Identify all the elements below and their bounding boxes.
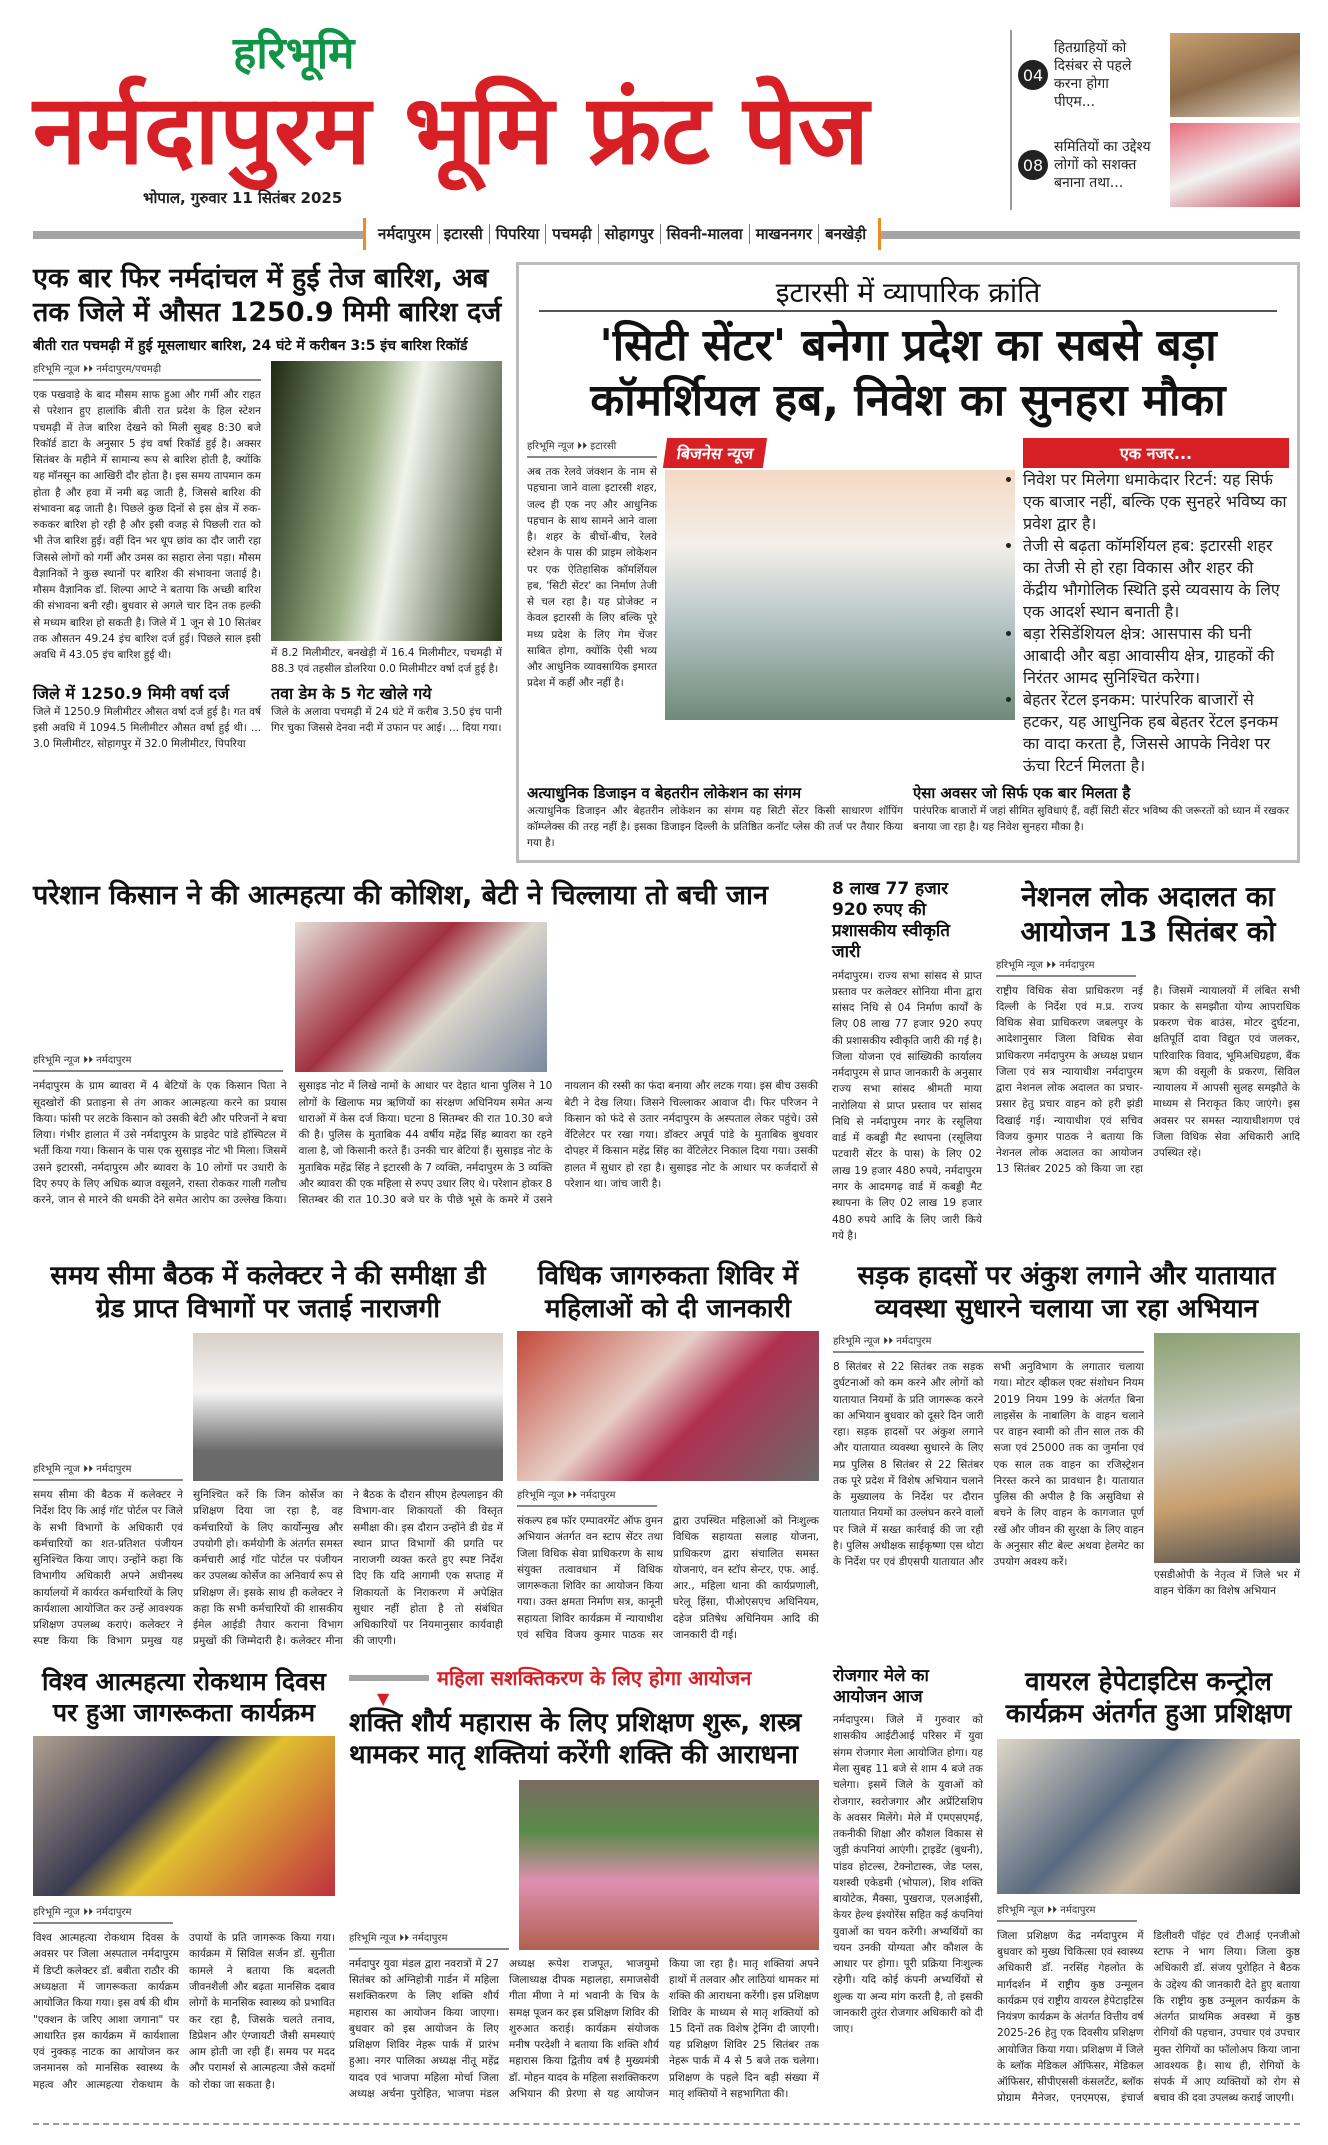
article-body: राष्ट्रीय विधिक सेवा प्राधिकरण नई दिल्ली के निर्देश एवं म.प्र. राज्य विधिक सेवा प्राधिकरण जबलपुर के आदेशानुसार जिला विधिक सेवा प्राधिकरण नर्मदापुरम के अध्यक्ष प्रधान जिला एवं सत्र न्यायाधीश नर्मदापुरम द्वारा नेशनल लोक अदालत का प्रचार-प्रसार हेतु प्रचार वाहन को हरी झंडी दिखाई गई। न्यायाधीश एवं सचिव विजय कुमार पाठक ने बताया कि नेशनल लोक अदालत का आयोजन 13 सितंबर 2025 को किया जा रहा है। जिसमें न्यायालयों में लंबित सभी प्रकार के समझौता योग्य आपराधिक प्रकरण चेक बाउंस, मोटर दुर्घटना, क्षतिपूर्ति दावा विद्युत एवं जलकर, पारिवारिक विवाद, भूमिअधिग्रहण, बैंक ऋण की वसूली के प्रकरण, सिविल न्यायालय में आपसी सुलह समझौते के माध्यम से निराकृत किए जाएंगे। इस अवसर पर समस्त न्यायाधीशगण एवं जिला विधिक सेवा अधिकारी आदि उपस्थित रहे। [996, 984, 1300, 1176]
article-shakti [349, 1666, 819, 2102]
subhead: अत्याधुनिक डिजाइन व बेहतरीन लोकेशन का संगम [527, 784, 802, 802]
byline: हरिभूमि न्यूज ⏵⏵ नर्मदापुरम [33, 1461, 183, 1481]
article-body: समय सीमा की बैठक में कलेक्टर ने निर्देश दिए कि आई गॉट पोर्टल पर जिले के सभी विभागों के अधिकारी एवं कर्मचारियों का शत-प्रतिशत पंजीयन सुनिश्चित किया जाए। उन्होंने कहा कि विभागीय अधिकारी अपने अधीनस्थ कार्यालयों में कार्यरत कर्मचारियों के लिए कार्यशाला आयोजित कर उन्हें आवश्यक प्रशिक्षण उपलब्ध कराएं। कलेक्टर ने स्पष्ट किया कि विभाग प्रमुख यह सुनिश्चित करें कि जिन कोर्सेज का प्रशिक्षण दिया जा रहा है, वह कर्मचारियों के लिए कार्योन्मुख और उपयोगी हो। कर्मयोगी के अंतर्गत समस्त कर्मचारी आई गॉट पोर्टल पर पंजीयन कर उपलब्ध कोर्सेज का अनिवार्य रूप से प्रशिक्षण लें। इसके साथ ही कलेक्टर ने कहा कि सभी कर्मचारियों की शासकीय ईमेल आईडी तैयार कराना विभाग प्रमुखों की जिम्मेदारी है। कलेक्टर मीना ने बैठक के दौरान सीएम हेल्पलाइन की विभाग-वार शिकायतों की विस्तृत समीक्षा की। इस दौरान उन्होंने डी ग्रेड में स्थान प्राप्त विभागों की प्रगति पर नाराजगी व्यक्त करते हुए स्पष्ट निर्देश दिए कि यदि आगामी एक सप्ताह में शिकायतों के निराकरण में अपेक्षित सुधार नहीं होता है तो संबंधित अधिकारियों पर नियमानुसार कार्यवाही की जाएगी। [33, 1489, 503, 1648]
training-photo [519, 1780, 819, 1950]
body-text: विश्व आत्महत्या रोकथाम दिवस के अवसर पर जिला अस्पताल नर्मदापुरम में डिप्टी कलेक्टर डॉ. बबीता राठौर की अध्यक्षता में जागरूकता कार्यक्रम आयोजित किया गया। इस वर्ष की थीम "एक्शन के जरिए आशा जगाना" पर आधारित इस कार्यक्रम में कार्यशाला एवं नुक्कड़ नाटक का आयोजन कर जनमानस को मानसिक स्वास्थ्य के महत्व और आत्महत्या रोकथाम के उपायों के प्रति जागरूक किया गया। कार्यक्रम में सिविल सर्जन डॉ. सुनीता कामले ने बताया कि बदलती जीवनशैली और बढ़ता मानसिक दबाव लोगों के मानसिक स्वास्थ्य को प्रभावित कर रहा है, जिसके चलते तनाव, डिप्रेशन और एंग्जायटी जैसी समस्याएं आम होती जा रही हैं। समय पर मदद और परामर्श से आत्महत्या जैसे कदमों को रोका जा सकता है। [33, 1932, 335, 2091]
page-bottom-rule [33, 2123, 1300, 2125]
article-farmer [33, 879, 818, 1209]
headline: शक्ति शौर्य महारास के लिए प्रशिक्षण शुरू, शस्त्र थामकर मातृ शक्तियां करेंगी शक्ति की आराधना [349, 1707, 802, 1771]
article-body: नर्मदापुरम। जिले में गुरुवार को शासकीय आईटीआई परिसर में युवा संगम रोजगार मेला आयोजित होगा। यह मेला सुबह 11 बजे से शाम 4 बजे तक चलेगा। इसमें जिले के युवाओं को रोजगार, स्वरोजगार और अप्रेंटिसशिप के अवसर मिलेंगे। मेले में एमएसएमई, तकनीकी शिक्षा और कौशल विकास से जुड़ी कंपनियां आएंगी। ट्राइडेंट (बुधनी), पांडव होटल्स, टेक्नोटास्क, जेड प्लस, यशस्वी एकेडमी (भोपाल), शिव शक्ति बायोटेक, मैक्सा, पुखराज, एलआईसी, केयर हेल्थ इंश्योरेंस सहित कई कंपनियां युवाओं का चयन करेंगी। अभ्यर्थियों का चयन उनकी योग्यता और कौशल के आधार पर होगा। पूरी प्रक्रिया निःशुल्क रहेगी। यदि कोई कंपनी अभ्यर्थियों से शुल्क या अन्य मांग करती है, तो इसकी जानकारी तुरंत रोजगार अधिकारी को दी जाए। [833, 1714, 983, 2036]
teaser-photo [1170, 123, 1300, 207]
article-body: संकल्प हब फॉर एम्पावरमेंट ऑफ वुमन अभियान अंतर्गत वन स्टाप सेंटर तथा जिला विधिक सेवा प्राधिकरण के साथ संयुक्त तत्वावधान में विधिक जागरूकता शिविर का आयोजन किया गया। उक्त क्षमता निर्माण सत्र, कानूनी सहायता शिविर कार्यक्रम में न्यायाधीश एवं सचिव विजय कुमार पाठक सर द्वारा उपस्थित महिलाओं को निःशुल्क विधिक सहायता सलाह योजना, प्राधिकरण द्वारा संचालित समस्त योजनाएं, वन स्टॉप सेन्टर, एफ. आई. आर., महिला थाना की कार्यप्रणाली, घरेलू हिंसा, पीओएसएच अधिनियम, दहेज प्रतिषेध अधिनियम आदि की जानकारी दी गई। [517, 1515, 819, 1641]
checking-photo [1154, 1333, 1300, 1563]
page-number-badge: 04 [1018, 60, 1048, 90]
kicker-rule [349, 1675, 429, 1681]
bullet-item: • तेजी से बढ़ता कॉमर्शियल हब: इटारसी शहर का तेजी से हो रहा विकास और शहर की केंद्रीय भौगोलिक स्थिति इसे व्यवसाय के लिए एक आदर्श स्थान बनाती है। [1023, 534, 1289, 622]
headline: रोजगार मेले का आयोजन आज [833, 1665, 929, 1707]
article-body [33, 1078, 818, 1208]
byline: हरिभूमि न्यूज ⏵⏵ नर्मदापुरम [996, 957, 1136, 977]
headline: विधिक जागरुकता शिविर में महिलाओं को दी जानकारी [537, 1261, 799, 1324]
nav-item[interactable]: सिवनी-मालवा [661, 224, 750, 244]
article-body: नर्मदापुर युवा मंडल द्वारा नवरात्रों में 27 सितंबर को अग्निहोत्री गार्डन में महिला सशक्तिकरण के लिए शक्ति शौर्य महारास का आयोजन किया जाएगा। बुधवार को इस आयोजन के लिए प्रशिक्षण शिविर नेहरू पार्क में प्रारंभ हुआ। नगर पालिका अध्यक्ष नीतू महेंद्र यादव एवं भाजपा महिला मोर्चा जिला अध्यक्ष अर्चना पुरोहित, भाजपा मंडल अध्यक्ष रूपेश राजपूत, भाजयुमो जिलाध्यक्ष दीपक महालहा, समाजसेवी गीता मीणा ने मां भवानी के चित्र के समक्ष पूजन कर इस प्रशिक्षण शिविर की शुरुआत कराई। कार्यक्रम संयोजक मनीष परदेशी ने बताया कि शक्ति शौर्य महारास किया द्वितीय वर्ष है मुख्यमंत्री डॉ. मोहन यादव के महिला सशक्तिकरण अभियान की प्रेरणा से यह आयोजन किया जा रहा है। मातृ शक्तियां अपने हाथों में तलवार और लाठियां थामकर मां शक्ति की आराधना करेंगी। इस प्रशिक्षण शिविर के माध्यम से मातृ शक्तियों को 15 दिनों तक विशेष ट्रेनिंग दी जाएगी। यह प्रशिक्षण शिविर 25 सितंबर तक नेहरू पार्क में 4 से 5 बजे तक चलेगा। प्रशिक्षण के पहले दिन बड़ी संख्या में मातृ शक्तियों ने सहभागिता की। [349, 1957, 819, 2100]
teaser-text: हितग्राहियों को दिसंबर से पहले करना होगा पीएम... [1054, 39, 1132, 111]
article-body: जिले के अलावा पचमढ़ी में 24 घंटे में करीब 3.50 इंच पानी गिर चुका जिससे देनवा नदी में उफान पर आई। ... दिया गया। [271, 705, 502, 734]
article-rain [33, 262, 502, 752]
event-photo [33, 1736, 335, 1896]
nav-item[interactable]: इटारसी [438, 224, 490, 244]
nav-item[interactable]: पचमढ़ी [546, 224, 598, 244]
business-news-tag: बिजनेस न्यूज [663, 438, 768, 468]
teaser-item[interactable] [1012, 120, 1300, 210]
article-body: अत्याधुनिक डिजाइन और बेहतरीन लोकेशन का संगम यह सिटी सेंटर किसी साधारण शॉपिंग कॉम्प्लेक्स की तरह नहीं है। इसका डिजाइन दिल्ली के प्रतिष्ठित कनॉट प्लेस की तर्ज पर तैयार किया गया है। [527, 804, 903, 850]
body-text: नर्मदापुरम के ग्राम ब्यावरा में 4 बेटियों के एक किसान पिता ने सूदखोरों की प्रताड़ना से तंग आकर आत्महत्या करने का प्रयास किया। फांसी पर लटके किसान को उसकी बेटी और परिजनों ने बचा लिया। गंभीर हालात में उसे नर्मदापुरम के प्राइवेट पांडे हॉस्पिटल में भर्ती किया गया। किसान के पास एक सुसाइड नोट भी मिला। जिसमें उसने इटारसी, नर्मदापुरम और ब्यावरा के 10 लोगों पर उधारी के दिए रुपए के लिए अधिक ब्याज वसूलने, रास्ता रोककर गाली गलौच करने, जान से मारने की धमकी देने समेत आरोप का उल्लेख किया। सुसाइड नोट में लिखे नामों के आधार पर देहात थाना पुलिस ने 10 लोगों के खिलाफ मप्र ऋणियों का संरक्षण अधिनियम समेत अन्य धाराओं में केस दर्ज किया। घटना 8 सितम्बर की रात 10.30 बजे की है। पुलिस के मुताबिक 44 वर्षीय महेंद्र सिंह ब्यावरा का रहने वाला है, जो किसानी करते हैं। उनकी चार बेटियां हैं। सुसाइड नोट के मुताबिक महेंद्र सिंह ने इटारसी के 7 व्यक्ति, नर्मदापुरम के 3 व्यक्ति और ब्यावरा की एक महिला से रुपए उधार लिए थे। परेशान होकर 8 सितम्बर की रात 10.30 बजे घर के पीछे भूसे के कमरे में उसने नायलान की रस्सी का फंदा बनाया और लटक गया। इस बीच उसकी बेटी ने देख लिया। जिसने चिल्लाकर आवाज दी। फिर परिजन ने किसान को फंदे से उतार नर्मदापुरम के अस्पताल लेकर पहुंचे। उसे वेंटिलेटर पर रखा गया। डॉक्टर अपूर्व पांडे के मुताबिक बुधवार दोपहर में किसान महेंद्र सिंह का वेंटिलेटर निकाल दिया गया। उसकी हालत में सुधार हो रहा है। सुसाइड नोट के आधार पर कर्जदारों से परेशान था। जांच जारी है। [33, 1080, 818, 1207]
headline: नेशनल लोक अदालत का आयोजन 13 सितंबर को [1020, 879, 1276, 948]
page-title: नर्मदापुरम भूमि फ्रंट पेज [33, 74, 869, 187]
article-body: 8 सितंबर से 22 सितंबर तक सड़क दुर्घटनाओं को कम करने और लोगों को यातायात नियमों के प्रति जागरूक करने का अभियान बुधवार को दूसरे दिन जारी रहा। सड़क हादसों पर अंकुश लगाने और यातायात व्यवस्था सुधारने के लिए मप्र पुलिस 8 सितंबर से 22 सितंबर तक पूरे प्रदेश में विशेष अभियान चलाने के मुख्यालय के निर्देश पर दौरान यातायात नियमों का उल्लंघन करने वालों पर जिले में सख्त कार्रवाई की जा रही है। पुलिस अधीक्षक साईकृष्णा एस थोटा के निर्देश पर एवं डीएसपी यातायात और सभी अनुविभाग के लगातार चलाया गया। मोटर व्हीकल एक्ट संशोधन नियम 2019 नियम 199 के अंतर्गत बिना लाइसेंस के नाबालिग के वाहन चलाने पर वाहन स्वामी को तीन साल तक की सजा एवं 25000 तक का जुर्माना एवं एक साल तक वाहन का रजिस्ट्रेशन निरस्त करने का प्रावधान है। यातायात पुलिस की अपील है कि असुविधा से बचने के लिए वाहन के कागजात पूर्ण रखें और जीवन की सुरक्षा के लिए वाहन के अनुसार सीट बेल्ट अथवा हेलमेट का उपयोग अवश्य करें। [833, 1361, 1144, 1569]
body-text: जिला प्रशिक्षण केंद्र नर्मदापुरम में बुधवार को मुख्य चिकित्सा एवं स्वास्थ्य अधिकारी डॉ. नरसिंह गेहलोत के मार्गदर्शन में राष्ट्रीय कुष्ठ उन्मूलन कार्यक्रम एवं राष्ट्रीय वायरल हेपेटाइटिस नियंत्रण कार्यक्रम के अंतर्गत वित्तीय वर्ष 2025-26 हेतु एक दिवसीय प्रशिक्षण आयोजित किया गया। प्रशिक्षण में जिले के ब्लॉक मेडिकल ऑफिसर, मेडिकल ऑफिसर, सीपीएससी कंसलटेंट, ब्लॉक प्रोग्राम मैनेजर, एनएमएस, इंचार्ज डिलीवरी पॉइंट एवं टीआई एनजीओ स्टाफ ने भाग लिया। जिला कुष्ठ अधिकारी डॉ. संजय पुरोहित ने बैठक के उद्देश्य की जानकारी देते हुए बताया कि राष्ट्रीय कुष्ठ उन्मूलन कार्यक्रम के अंतर्गत प्राथमिक अवस्था में कुष्ठ रोगियों की पहचान, उपचार एवं उपचार मुक्त रोगियों का फॉलोअप किया जाना आवश्यक है। साथ ही, रोगियों के संपर्क में आए व्यक्तियों को रोग से बचाव की दवा उपलब्ध कराई जाएगी। [997, 1929, 1300, 2105]
byline: हरिभूमि न्यूज ⏵⏵ नर्मदापुरम [997, 1902, 1137, 1922]
article-hepatitis [997, 1666, 1300, 2107]
teaser-photo [1170, 33, 1300, 117]
meeting-photo [193, 1333, 503, 1481]
kicker: महिला सशक्तिकरण के लिए होगा आयोजन [437, 1665, 752, 1690]
city-nav [363, 218, 881, 250]
article-body [997, 1928, 1300, 2107]
logo-haribhoomi: हरिभूमि [233, 28, 355, 79]
subhead: ऐसा अवसर जो सिर्फ एक बार मिलता है [913, 784, 1131, 802]
article-body [33, 1930, 335, 2093]
byline: हरिभूमि न्यूज ⏵⏵ इटारसी [527, 438, 657, 458]
bullet-item: • बेहतर रेंटल इनकम: पारंपरिक बाजारों से हटकर, यह आधुनिक हब बेहतर रेंटल इनकम का वादा करता है, जिससे आपके निवेश पर ऊंचा रिटर्न मिलता है। [1023, 688, 1289, 776]
headline: समय सीमा बैठक में कलेक्टर ने की समीक्षा डी ग्रेड प्राप्त विभागों पर जताई नाराजगी [50, 1261, 486, 1324]
bullet-item: • निवेश पर मिलेगा धमाकेदार रिटर्न: यह सिर्फ एक बाजार नहीं, बल्कि एक सुनहरे भविष्य का प्रवेश द्वार है। [1023, 468, 1289, 534]
article-body: एक पखवाड़े के बाद मौसम साफ हुआ और गर्मी और राहत से परेशान हुए हालांकि बीती रात प्रदेश के हिल स्टेशन पचमढ़ी में तेज बारिश देखने को मिली सुबह 8:30 बजे रिकॉर्ड डाटा के अनुसार 5 इंच वर्षा रिकॉर्ड हुई है। अक्सर सितंबर के महीने में सामान्य रूप से बारिश होती है, क्योंकि यह मॉनसून का आखिरी दौर होता है। इस समय तापमान कम होता है और हवा में नमी बढ़ जाती है, जिससे बारिश की संभावना बढ़ जाती है। पिछले कुछ दिनों से इस क्षेत्र में रुक-रुककर बारिश हो रही है और इसी वजह से पिछली रात को भी तेज बारिश हुई। वहीं दिन भर धूप छांव का दौर जारी रहा जिससे लोगों को गर्मी और उमस का सहारा लेना पड़ा। मौसम वैज्ञानिकों ने कुछ स्थानों पर बारिश की संभावना जताई है। मौसम वैज्ञानिक डॉ. शिल्पा आप्टे ने बताया कि अच्छी बारिश की संभावना बनी रही। बुधवार से अगले चार दिन तक हल्की से मध्यम बारिश हो सकती है। जिले में 1 जून से 10 सितंबर तक औसतन 49.24 इंच बारिश दर्ज हुई। पिछले साल इसी अवधि में 43.05 इंच बारिश हुई थी। [33, 389, 261, 662]
ek-nazar-title: एक नजर... [1023, 438, 1289, 468]
column [527, 438, 657, 692]
headline: 'सिटी सेंटर' बनेगा प्रदेश का सबसे बड़ा कॉमर्शियल हब, निवेश का सुनहरा मौका [590, 320, 1226, 426]
nav-item[interactable]: माखननगर [750, 224, 819, 244]
article-lok-adalat [996, 879, 1300, 1178]
article-legal-camp [517, 1260, 819, 1643]
hospital-photo [295, 922, 547, 1072]
masthead [33, 30, 1300, 210]
kicker: इटारसी में व्यापारिक क्रांति [539, 275, 1277, 312]
article-body-cont: में 8.2 मिलीमीटर, बनखेड़ी में 16.4 मिलीमीटर, पचमढ़ी में 88.3 एवं तहसील डोलरिया 0.0 मिलीमीटर वर्षा दर्ज हुई है। [271, 647, 502, 676]
subhead: जिले में 1250.9 मिमी वर्षा दर्ज [33, 683, 230, 703]
camp-photo [517, 1331, 819, 1481]
feature-city-centre [516, 262, 1300, 863]
arrow-down-icon: ▼ [377, 1688, 390, 1708]
headline: 8 लाख 77 हजार 920 रुपए की प्रशासकीय स्वीकृति जारी [832, 878, 950, 963]
article-grant [832, 879, 982, 1245]
city-centre-render [665, 470, 1015, 720]
headline: विश्व आत्महत्या रोकथाम दिवस पर हुआ जागरूकता कार्यक्रम [42, 1666, 326, 1727]
byline: हरिभूमि न्यूज ⏵⏵ नर्मदापुरम [33, 1904, 173, 1924]
nav-item[interactable]: सोहागपुर [599, 224, 661, 244]
bullet-item: • बड़ा रेसिडेंशियल क्षेत्र: आसपास की घनी आबादी और बड़ा आवासीय क्षेत्र, ग्राहकों की निरंतर आमद सुनिश्चित करेगा। [1023, 622, 1289, 688]
inside-teasers [1010, 30, 1300, 210]
city-nav-bar [33, 218, 1300, 252]
article-body: पारंपरिक बाजारों में जहां सीमित सुविधाएं हैं, वहीं सिटी सेंटर भविष्य की जरूरतों को ध्यान में रखकर बनाया जा रहा है। यह निवेश सुनहरा मौका है। [913, 804, 1289, 834]
article-body: अब तक रेलवे जंक्शन के नाम से पहचाना जाने वाला इटारसी शहर, जल्द ही एक नए और आधुनिक पहचान के साथ सामने आने वाला है। शहर के बीचों-बीच, रेलवे स्टेशन के पास की प्राइम लोकेशन पर एक ऐतिहासिक कॉमर्शियल हब, 'सिटी सेंटर' का निर्माण तेजी से चल रहा है। यह प्रोजेक्ट न केवल इटारसी के लिए बल्कि पूरे मध्य प्रदेश के लिए गेम चेंजर साबित होगा, क्योंकि ऐसी भव्य और आधुनिक व्यावसायिक इमारत प्रदेश में कहीं और नहीं है। [527, 466, 657, 690]
ek-nazar [1023, 438, 1289, 776]
article-road-safety [833, 1260, 1300, 1600]
waterfall-photo [271, 361, 502, 641]
subhead: तवा डेम के 5 गेट खोले गये [271, 683, 432, 703]
article-body: जिले में 1250.9 मिलीमीटर औसत वर्षा दर्ज हुई है। गत वर्ष इसी अवधि में 1094.5 मिलीमीटर औसत वर्षा हुई थी। ... 3.0 मिलीमीटर, सोहागपुर में 32.0 मिलीमीटर, पिपरिया [33, 705, 261, 751]
photo-caption: एसडीओपी के नेतृत्व में जिले भर में वाहन चेकिंग का विशेष अभियान [1154, 1569, 1300, 1598]
headline: परेशान किसान ने की आत्महत्या की कोशिश, बेटी ने चिल्लाया तो बची जान [33, 879, 768, 911]
headline: वायरल हेपेटाइटिस कन्ट्रोल कार्यक्रम अंतर्गत हुआ प्रशिक्षण [1005, 1666, 1292, 1730]
nav-item[interactable]: नर्मदापुरम [372, 224, 438, 244]
headline: एक बार फिर नर्मदांचल में हुई तेज बारिश, अब तक जिले में औसत 1250.9 मिमी बारिश दर्ज [33, 263, 502, 328]
byline: हरिभूमि न्यूज ⏵⏵ नर्मदापुरम [517, 1487, 657, 1507]
byline: हरिभूमि न्यूज ⏵⏵ नर्मदापुरम [349, 1930, 509, 1950]
byline: हरिभूमि न्यूज ⏵⏵ नर्मदापुरम [33, 1052, 283, 1072]
byline: हरिभूमि न्यूज ⏵⏵ नर्मदापुरम [833, 1333, 1144, 1353]
nav-item[interactable]: पिपरिया [490, 224, 547, 244]
article-body: नर्मदापुरम। राज्य सभा सांसद से प्राप्त प्रस्ताव पर कलेक्टर सोनिया मीना द्वारा सांसद निधि से 04 निर्माण कार्यों के लिए 08 लाख 77 हजार 920 रुपए की प्रशासकीय स्वीकृति जारी की गई है। जिला योजना एवं सांख्यिकी कार्यालय नर्मदापुरम से प्राप्त जानकारी के अनुसार राज्य सभा सांसद श्रीमती माया नारोलिया से प्राप्त प्रस्ताव पर सांसद निधि से नर्मदापुरम नगर के रसूलिया वार्ड में कबड्डी मैट स्थापना (रसूलिया पटवारी सेंटर के पास) के लिए 02 लाख 19 हजार 480 रुपये, नर्मदापुरम नगर के आदमगढ़ वार्ड में कबड्डी मैट स्थापना के लिए 02 लाख 19 हजार 480 रुपये आदि के लिए जारी किये गये है। [832, 969, 982, 1242]
dateline: भोपाल, गुरुवार 11 सितंबर 2025 [143, 188, 343, 207]
article-time-limit [33, 1260, 503, 1650]
teaser-item[interactable] [1012, 30, 1300, 120]
subheadline: बीती रात पचमढ़ी में हुई मूसलाधार बारिश, 24 घंटे में करीबन 3:5 इंच बारिश रिकॉर्ड [33, 337, 468, 354]
headline: सड़क हादसों पर अंकुश लगाने और यातायात व्यवस्था सुधारने चलाया जा रहा अभियान [857, 1261, 1276, 1324]
article-suicide-prevention [33, 1666, 335, 2093]
page-number-badge: 08 [1018, 150, 1048, 180]
teaser-text: समितियों का उद्देश्य लोगों को सशक्त बनाना तथा... [1054, 138, 1151, 192]
nav-item[interactable]: बनखेड़ी [825, 225, 867, 243]
training-hall-photo [997, 1739, 1300, 1894]
article-job-fair [833, 1666, 983, 2038]
byline: हरिभूमि न्यूज ⏵⏵ नर्मदापुरम/पचमढ़ी [33, 361, 261, 381]
